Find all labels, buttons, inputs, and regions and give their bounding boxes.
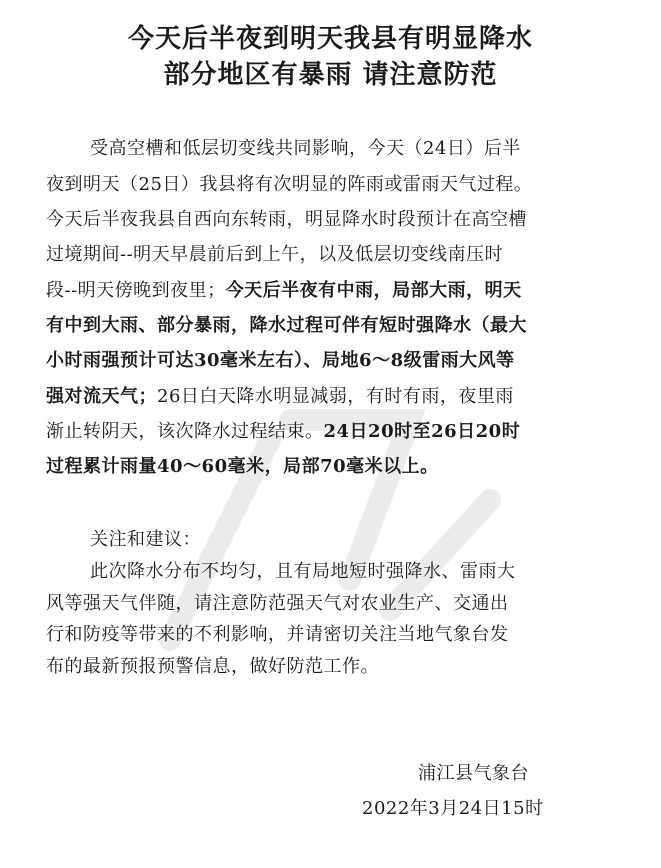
advice-heading: 关注和建议： [90,529,201,550]
advice-line-4: 布的最新预报预警信息，做好防范工作。 [46,656,379,677]
body-line-10: 过程累计雨量40～60毫米，局部70毫米以上。 [46,456,439,477]
advice-line-1: 此次降水分布不均匀，且有局地短时强降水、雷雨大 [90,561,516,582]
body-line-4: 过境期间--明天早晨前后到上午，以及低层切变线南压时 [46,244,504,265]
issue-date: 2022年3月24日15时 [362,798,544,819]
body-line-5 [46,280,522,302]
body-line-7: 小时雨强预计可达30毫米左右）、局地6～8级雷雨大风等 [46,350,515,371]
advice-line-2: 风等强天气伴随，请注意防范强天气对农业生产、交通出 [46,593,509,614]
body-line-2: 夜到明天（25日）我县将有次明显的阵雨或雷雨天气过程。 [46,174,533,195]
body-line-8-bold: 强对流天气； [46,386,157,407]
body-line-8 [46,386,514,408]
advice-line-3: 行和防疫等带来的不利影响，并请密切关注当地气象台发 [46,624,509,645]
body-line-6: 有中到大雨、部分暴雨，降水过程可伴有短时强降水（最大 [46,315,527,336]
body-line-5-bold: 今天后半夜有中雨，局部大雨，明天 [225,280,522,301]
headline-line-1: 今天后半夜到明天我县有明显降水 [127,24,533,54]
body-line-9-bold: 24日20时至26日20时 [323,421,521,442]
body-line-3: 今天后半夜我县自西向东转雨，明显降水时段预计在高空槽 [46,209,527,230]
headline-line-2: 部分地区有暴雨 请注意防范 [163,60,498,90]
body-line-9-normal: 渐止转阴天，该次降水过程结束。 [46,421,324,442]
body-line-5-normal: 段--明天傍晚到夜里； [46,280,226,301]
body-line-9 [46,421,520,443]
body-line-1: 受高空槽和低层切变线共同影响，今天（24日）后半 [90,138,521,159]
body-line-8-normal: 26日白天降水明显减弱，有时有雨，夜里雨 [157,386,514,407]
issuer-name: 浦江县气象台 [418,763,529,784]
